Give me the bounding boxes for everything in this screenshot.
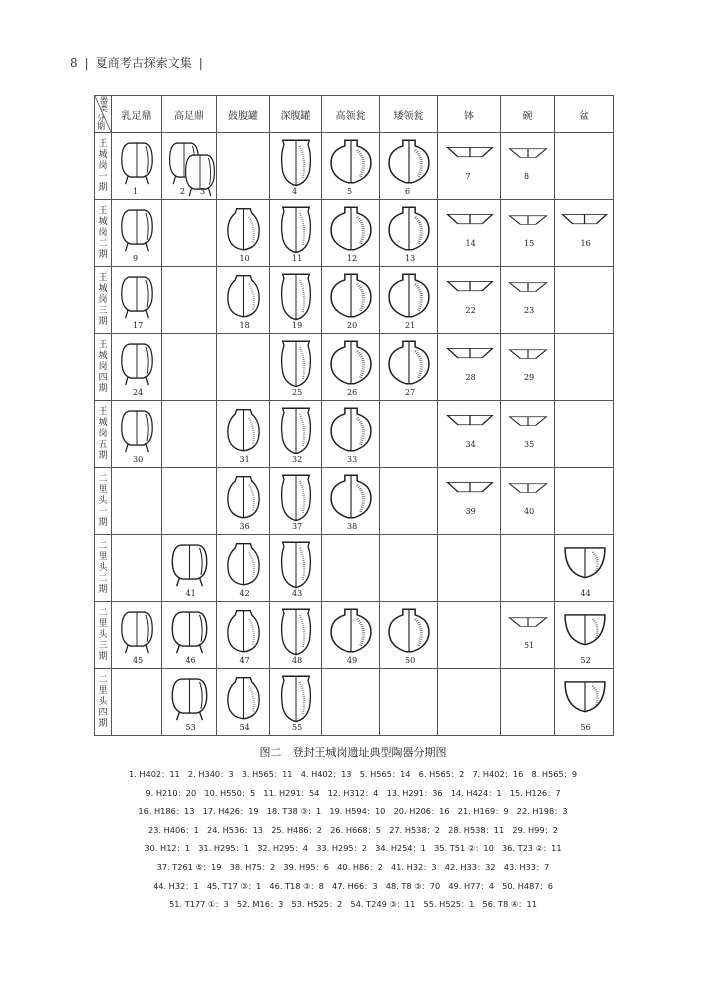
- pottery-vessel-drawing: [328, 404, 374, 455]
- column-header: 矮领瓮: [380, 96, 438, 133]
- pottery-vessel-drawing: [444, 478, 496, 504]
- table-cell: [438, 200, 501, 267]
- table-cell: [501, 602, 555, 669]
- pottery-vessel-drawing: [505, 143, 551, 169]
- reference-line: 37. T261 ⑤：19 38. H75：2 39. H95：6 40. H86：2 41. H32：3 42. H33：32 43. H33：7: [156, 861, 550, 872]
- column-header: 深腹罐: [270, 96, 322, 133]
- reference-line: 23. H406：1 24. H536：13 25. H486：2 26. H668：5 27. H538：2 28. H538：11 29. H99：2: [148, 824, 558, 835]
- period-label: 二 里 头 一 期: [95, 468, 112, 535]
- table-cell: [438, 602, 501, 669]
- specimen-number: 12: [347, 254, 358, 263]
- pottery-vessel-drawing: [168, 538, 211, 589]
- header-divider: |: [84, 56, 89, 70]
- specimen-number: 11: [292, 254, 303, 263]
- pottery-vessel-drawing: [118, 404, 156, 455]
- pottery-vessel-drawing: [168, 672, 211, 723]
- pottery-vessel-drawing: [444, 277, 496, 303]
- table-cell: [322, 401, 380, 468]
- pottery-vessel-drawing: [223, 538, 264, 589]
- pottery-vessel-drawing: [276, 337, 316, 388]
- specimen-number: 30: [133, 455, 144, 464]
- table-cell: [217, 267, 270, 334]
- column-header: 盆: [555, 96, 614, 133]
- table-cell: [380, 334, 438, 401]
- specimen-number: 16: [580, 239, 591, 248]
- specimen-number: 10: [239, 254, 250, 263]
- table-cell: [270, 133, 322, 200]
- table-cell: [380, 468, 438, 535]
- table-cell: [438, 535, 501, 602]
- table-cell: [501, 267, 555, 334]
- pottery-vessel-drawing: [386, 605, 432, 656]
- pottery-vessel-drawing: [562, 605, 608, 656]
- table-row: [95, 401, 614, 468]
- specimen-number: 7: [465, 172, 471, 181]
- specimen-number: 5: [347, 187, 353, 196]
- specimen-number: 34: [465, 440, 476, 449]
- table-cell: [322, 602, 380, 669]
- specimen-number: 50: [405, 656, 416, 665]
- specimen-number: 27: [405, 388, 416, 397]
- table-cell: [112, 267, 162, 334]
- period-label: 王 城 岗 三 期: [95, 267, 112, 334]
- table-row: [95, 133, 614, 200]
- reference-line: 16. H186：13 17. H426：19 18. T38 ③：1 19. H594：10 20. H206：16 21. H169：9 22. H198：3: [138, 806, 568, 817]
- period-label: 王 城 岗 四 期: [95, 334, 112, 401]
- period-label: 王 城 岗 一 期: [95, 133, 112, 200]
- specimen-number: 6: [405, 187, 411, 196]
- period-label: 二 里 头 三 期: [95, 602, 112, 669]
- specimen-number: 56: [580, 723, 591, 732]
- pottery-vessel-drawing: [118, 337, 156, 388]
- specimen-number: 33: [347, 455, 358, 464]
- table-cell: [438, 267, 501, 334]
- pottery-vessel-drawing: [444, 210, 496, 236]
- pottery-vessel-drawing: [168, 605, 211, 656]
- table-cell: [270, 602, 322, 669]
- pottery-vessel-drawing: [223, 471, 264, 522]
- table-row: [95, 602, 614, 669]
- table-cell: [162, 200, 217, 267]
- table-cell: [270, 669, 322, 736]
- specimen-number: 20: [347, 321, 358, 330]
- table-cell: [217, 133, 270, 200]
- table-row: [95, 200, 614, 267]
- pottery-vessel-drawing: [505, 210, 551, 236]
- column-header: 乳足鼎: [112, 96, 162, 133]
- table-cell: [270, 334, 322, 401]
- table-cell: [112, 334, 162, 401]
- table-cell: [162, 602, 217, 669]
- table-cell: [501, 200, 555, 267]
- specimen-number: 29: [524, 373, 535, 382]
- column-header: 高足鼎: [162, 96, 217, 133]
- table-cell: [322, 133, 380, 200]
- table-cell: [162, 267, 217, 334]
- specimen-number: 9: [133, 254, 139, 263]
- figure-caption: 图二 登封王城岗遗址典型陶器分期图: [259, 746, 447, 759]
- reference-line: 51. T177 ①：3 52. M16：3 53. H525：2 54. T249 ③：11 55. H525：1 56. T8 ④：11: [169, 899, 537, 910]
- table-cell: [501, 133, 555, 200]
- specimen-number: 19: [292, 321, 303, 330]
- specimen-number: 18: [239, 321, 250, 330]
- period-label: 二 里 头 四 期: [95, 669, 112, 736]
- table-row: [95, 669, 614, 736]
- table-cell: [380, 602, 438, 669]
- column-header: 鼓腹罐: [217, 96, 270, 133]
- pottery-vessel-drawing: [562, 672, 608, 723]
- specimen-number: 35: [524, 440, 535, 449]
- specimen-number: 1: [133, 187, 139, 196]
- specimen-number: 2: [180, 187, 186, 196]
- pottery-vessel-drawing: [562, 538, 608, 589]
- table-cell: [501, 535, 555, 602]
- table-cell: [162, 133, 217, 200]
- pottery-vessel-drawing: [328, 203, 374, 254]
- table-cell: [555, 401, 614, 468]
- pottery-vessel-drawing: [276, 538, 316, 589]
- pottery-vessel-drawing: [223, 672, 264, 723]
- pottery-vessel-drawing: [223, 404, 264, 455]
- table-cell: [380, 401, 438, 468]
- table-cell: [555, 133, 614, 200]
- specimen-number: 52: [580, 656, 591, 665]
- specimen-references: [0, 765, 706, 914]
- pottery-vessel-drawing: [505, 411, 551, 437]
- reference-line: 1. H402：11 2. H340：3 3. H565：11 4. H402：13 5. H565：14 6. H565：2 7. H402：16 8. H565：9: [128, 769, 578, 779]
- table-cell: [217, 401, 270, 468]
- period-label: 王 城 岗 五 期: [95, 401, 112, 468]
- specimen-number: 25: [292, 388, 303, 397]
- table-cell: [162, 669, 217, 736]
- pottery-vessel-drawing: [328, 136, 374, 187]
- pottery-vessel-drawing: [386, 136, 432, 187]
- specimen-number: 4: [292, 187, 298, 196]
- table-cell: [380, 200, 438, 267]
- specimen-number: 41: [185, 589, 196, 598]
- specimen-number: 42: [239, 589, 250, 598]
- table-cell: [112, 401, 162, 468]
- specimen-number: 36: [239, 522, 250, 531]
- table-cell: [112, 200, 162, 267]
- table-cell: [217, 535, 270, 602]
- header-divider-end: |: [198, 56, 203, 70]
- table-cell: [270, 267, 322, 334]
- pottery-vessel-drawing: [276, 270, 316, 321]
- table-cell: [380, 133, 438, 200]
- table-cell: [438, 401, 501, 468]
- table-cell: [555, 200, 614, 267]
- column-header: 钵: [438, 96, 501, 133]
- table-cell: [380, 267, 438, 334]
- table-cell: [270, 401, 322, 468]
- table-cell: [217, 669, 270, 736]
- table-cell: [322, 669, 380, 736]
- specimen-number: 24: [133, 388, 144, 397]
- table-cell: [217, 602, 270, 669]
- table-cell: [162, 334, 217, 401]
- pottery-vessel-drawing: [328, 471, 374, 522]
- table-cell: [555, 267, 614, 334]
- specimen-number: 26: [347, 388, 358, 397]
- specimen-number: 46: [185, 656, 196, 665]
- table-cell: [501, 468, 555, 535]
- specimen-number: 40: [524, 507, 535, 516]
- pottery-vessel-drawing: [505, 344, 551, 370]
- pottery-vessel-drawing: [276, 605, 316, 656]
- specimen-number: 17: [133, 321, 144, 330]
- pottery-vessel-drawing: [118, 203, 156, 254]
- table-cell: [270, 200, 322, 267]
- pottery-vessel-drawing: [505, 612, 551, 638]
- specimen-number: 53: [185, 723, 196, 732]
- table-cell: [112, 133, 162, 200]
- table-cell: [501, 669, 555, 736]
- corner-label-period: 分期: [97, 114, 105, 131]
- reference-line: 30. H12：1 31. H295：1 32. H295：4 33. H295：2 34. H254：1 35. T51 ②：10 36. T23 ②：11: [144, 843, 562, 854]
- pottery-vessel-drawing: [505, 478, 551, 504]
- pottery-vessel-drawing: [223, 270, 264, 321]
- table-cell: [555, 669, 614, 736]
- table-row: [95, 535, 614, 602]
- table-cell: [112, 602, 162, 669]
- table-cell: [501, 401, 555, 468]
- specimen-number: 44: [580, 589, 591, 598]
- table-row: [95, 334, 614, 401]
- table-cell: [380, 535, 438, 602]
- specimen-number: 51: [524, 641, 535, 650]
- specimen-number: 23: [524, 306, 535, 315]
- specimen-number: 21: [405, 321, 416, 330]
- table-cell: [270, 468, 322, 535]
- pottery-vessel-drawing: [276, 203, 316, 254]
- specimen-number: 47: [239, 656, 250, 665]
- specimen-number: 55: [292, 723, 303, 732]
- table-cell: [555, 334, 614, 401]
- pottery-vessel-drawing: [386, 337, 432, 388]
- specimen-number: 28: [465, 373, 476, 382]
- table-cell: [322, 267, 380, 334]
- specimen-number: 38: [347, 522, 358, 531]
- page-number: 8: [70, 56, 78, 70]
- pottery-vessel-drawing: [328, 337, 374, 388]
- table-cell: [438, 468, 501, 535]
- specimen-number: 39: [465, 507, 476, 516]
- reference-line: 44. H32：1 45. T17 ③：1 46. T18 ③：8 47. H66：3 48. T8 ③：70 49. H77：4 50. H487：6: [153, 880, 553, 891]
- specimen-number: 45: [133, 656, 144, 665]
- pottery-vessel-drawing: [328, 270, 374, 321]
- table-cell: [112, 535, 162, 602]
- specimen-number: 37: [292, 522, 303, 531]
- table-cell: [270, 535, 322, 602]
- specimen-number: 43: [292, 589, 303, 598]
- table-cell: [438, 133, 501, 200]
- specimen-number: 15: [524, 239, 535, 248]
- pottery-vessel-drawing: [276, 471, 316, 522]
- pottery-vessel-drawing: [559, 210, 610, 236]
- table-cell: [438, 669, 501, 736]
- pottery-vessel-drawing: [276, 404, 316, 455]
- specimen-number: 13: [405, 254, 416, 263]
- specimen-number: 31: [239, 455, 250, 464]
- specimen-number: 22: [465, 306, 476, 315]
- table-cell: [162, 401, 217, 468]
- table-cell: [322, 334, 380, 401]
- table-row: [95, 267, 614, 334]
- table-cell: [555, 535, 614, 602]
- specimen-number: 8: [524, 172, 530, 181]
- corner-cell: [95, 96, 112, 133]
- table-cell: [322, 468, 380, 535]
- table-cell: [438, 334, 501, 401]
- table-cell: [380, 669, 438, 736]
- pottery-vessel-drawing: [276, 136, 316, 187]
- table-cell: [112, 468, 162, 535]
- page-header: [70, 54, 210, 71]
- table-cell: [162, 535, 217, 602]
- pottery-vessel-drawing: [505, 277, 551, 303]
- specimen-number: 54: [239, 723, 250, 732]
- specimen-number: 14: [465, 239, 476, 248]
- pottery-vessel-drawing: [276, 672, 316, 723]
- corner-label-type: 器类: [100, 96, 108, 113]
- table-body: [95, 133, 614, 736]
- table-cell: [217, 468, 270, 535]
- table-cell: [322, 200, 380, 267]
- specimen-number: 3: [200, 187, 206, 196]
- table-cell: [555, 468, 614, 535]
- header-row: [95, 96, 614, 133]
- pottery-vessel-drawing: [328, 605, 374, 656]
- pottery-vessel-drawing: [118, 270, 156, 321]
- specimen-number: 49: [347, 656, 358, 665]
- pottery-vessel-drawing: [223, 605, 264, 656]
- pottery-vessel-drawing: [444, 143, 496, 169]
- specimen-number: 48: [292, 656, 303, 665]
- pottery-vessel-drawing: [444, 411, 496, 437]
- pottery-vessel-drawing: [386, 270, 432, 321]
- table-cell: [322, 535, 380, 602]
- pottery-vessel-drawing: [386, 203, 432, 254]
- table-cell: [217, 334, 270, 401]
- table-cell: [501, 334, 555, 401]
- pottery-vessel-drawing: [223, 203, 264, 254]
- column-header: 高领瓮: [322, 96, 380, 133]
- pottery-vessel-drawing: [118, 605, 156, 656]
- table-row: [95, 468, 614, 535]
- table-cell: [162, 468, 217, 535]
- column-header: 碗: [501, 96, 555, 133]
- table-cell: [555, 602, 614, 669]
- specimen-number: 32: [292, 455, 303, 464]
- period-label: 二 里 头 二 期: [95, 535, 112, 602]
- table-cell: [217, 200, 270, 267]
- pottery-typology-table: [94, 95, 614, 736]
- book-title: 夏商考古探索文集: [95, 56, 192, 70]
- reference-line: 9. H210：20 10. H550：5 11. H291：54 12. H312：4 13. H291：36 14. H424：1 15. H126：7: [145, 787, 561, 798]
- pottery-vessel-drawing: [118, 136, 156, 187]
- pottery-vessel-drawing: [444, 344, 496, 370]
- period-label: 王 城 岗 二 期: [95, 200, 112, 267]
- table-cell: [112, 669, 162, 736]
